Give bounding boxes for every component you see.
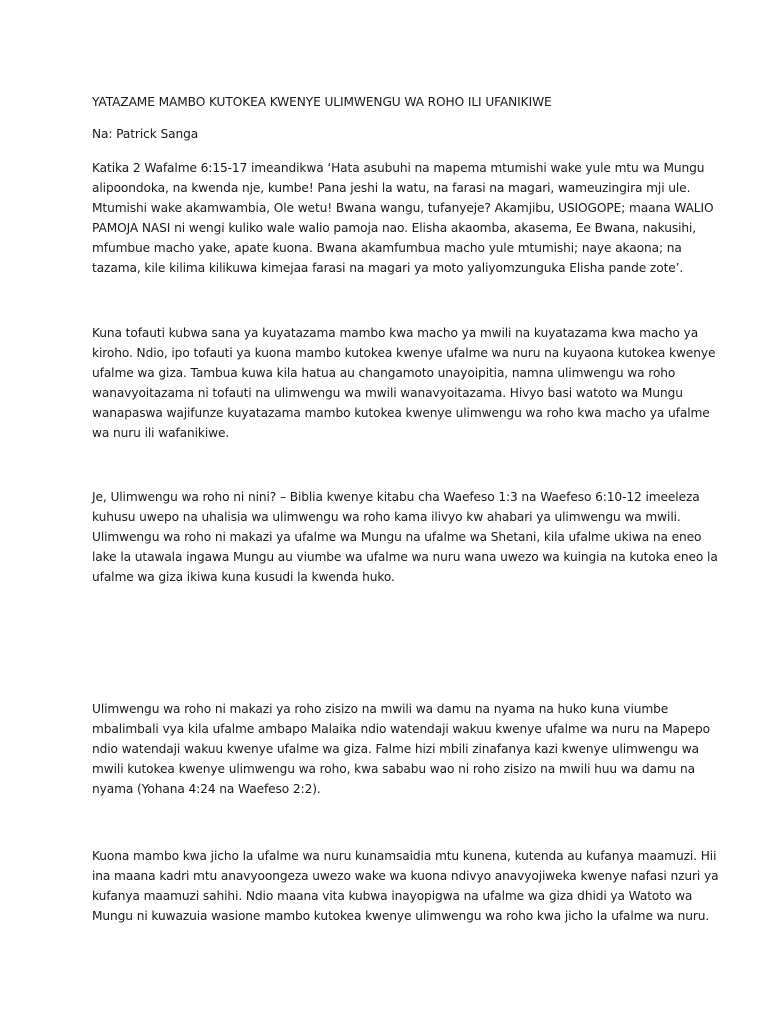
paragraph-line: Mtumishi wake akamwambia, Ole wetu! Bwana wangu, tufanyeje? Akamjibu, USIOGOPE; maana WALIO <box>92 201 714 215</box>
paragraph-line: mbalimbali vya kila ufalme ambapo Malaika ndio watendaji wakuu kwenye ufalme wa nuru na Mapepo <box>92 722 710 736</box>
paragraph-line: ufalme wa giza. Tambua kuwa kila hatua au changamoto unayoipitia, namna ulimwengu wa roho <box>92 366 676 380</box>
paragraph-line: wanapaswa wajifunze kuyatazama mambo kutokea kwenye ulimwengu wa roho kwa macho ya ufalme <box>92 406 710 420</box>
paragraph-line: Ulimwengu wa roho ni makazi ya roho zisizo na mwili wa damu na nyama na huko kuna viumbe <box>92 702 669 716</box>
paragraph-line: ndio watendaji wakuu kwenye ufalme wa giza. Falme hizi mbili zinafanya kazi kwenye ulimwengu wa <box>92 742 699 756</box>
paragraph-4 <box>92 699 710 799</box>
paragraph-2 <box>92 323 716 443</box>
paragraph-line: kuhusu uwepo na uhalisia wa ulimwengu wa roho kama ilivyo kw ahabari ya ulimwengu wa mwili. <box>92 510 681 524</box>
paragraph-line: kufanya maamuzi sahihi. Ndio maana vita kubwa inayopigwa na ufalme wa giza dhidi ya Watoto wa <box>92 889 693 903</box>
paragraph-line: Je, Ulimwengu wa roho ni nini? – Biblia kwenye kitabu cha Waefeso 1:3 na Waefeso 6:10-12 imeeleza <box>92 490 700 504</box>
paragraph-line: PAMOJA NASI ni wengi kuliko wale walio pamoja nao. Elisha akaomba, akasema, Ee Bwana, nakusihi, <box>92 221 697 235</box>
paragraph-line: alipoondoka, na kwenda nje, kumbe! Pana jeshi la watu, na farasi na magari, wameuzingira mji ule. <box>92 181 691 195</box>
paragraph-line: Katika 2 Wafalme 6:15-17 imeandikwa ‘Hata asubuhi na mapema mtumishi wake yule mtu wa Mungu <box>92 161 705 175</box>
paragraph-line: Kuna tofauti kubwa sana ya kuyatazama mambo kwa macho ya mwili na kuyatazama kwa macho ya <box>92 326 699 340</box>
paragraph-line: Kuona mambo kwa jicho la ufalme wa nuru kunamsaidia mtu kunena, kutenda au kufanya maamuzi. Hii <box>92 849 717 863</box>
title-line: YATAZAME MAMBO KUTOKEA KWENYE ULIMWENGU WA ROHO ILI UFANIKIWE <box>92 95 552 109</box>
paragraph-3 <box>92 487 718 587</box>
paragraph-line: nyama (Yohana 4:24 na Waefeso 2:2). <box>92 782 321 796</box>
paragraph-line: Ulimwengu wa roho ni makazi ya ufalme wa Mungu na ufalme wa Shetani, kila ufalme ukiwa na eneo <box>92 530 702 544</box>
paragraph-line: mfumbue macho yake, apate kuona. Bwana akamfumbua macho yule mtumishi; naye akaona; na <box>92 241 682 255</box>
paragraph-line: ufalme wa giza ikiwa kuna kusudi la kwenda huko. <box>92 570 395 584</box>
paragraph-line: wanavyoitazama ni tofauti na ulimwengu wa mwili wanavyoitazama. Hivyo basi watoto wa Mungu <box>92 386 683 400</box>
author-line: Na: Patrick Sanga <box>92 127 199 141</box>
paragraph-line: wa nuru ili wafanikiwe. <box>92 426 230 440</box>
document-author <box>92 124 682 144</box>
paragraph-line: Mungu ni kuwazuia wasione mambo kutokea kwenye ulimwengu wa roho kwa jicho la ufalme wa nuru. <box>92 909 710 923</box>
paragraph-line: tazama, kile kilima kilikuwa kimejaa farasi na magari ya moto yaliyomzunguka Elisha pande zote’. <box>92 261 684 275</box>
paragraph-line: kiroho. Ndio, ipo tofauti ya kuona mambo kutokea kwenye ufalme wa nuru na kuyaona kutokea kwenye <box>92 346 716 360</box>
paragraph-line: ina maana kadri mtu anavyoongeza uwezo wake wa kuona ndivyo anavyojiweka kwenye nafasi nzuri ya <box>92 869 719 883</box>
paragraph-line: mwili kutokea kwenye ulimwengu wa roho, kwa sababu wao ni roho zisizo na mwili huu wa damu na <box>92 762 695 776</box>
paragraph-line: lake la utawala ingawa Mungu au viumbe wa ufalme wa nuru wana uwezo wa kuingia na kutoka eneo la <box>92 550 718 564</box>
paragraph-5 <box>92 846 719 926</box>
paragraph-1 <box>92 158 714 278</box>
document-title <box>92 92 682 112</box>
